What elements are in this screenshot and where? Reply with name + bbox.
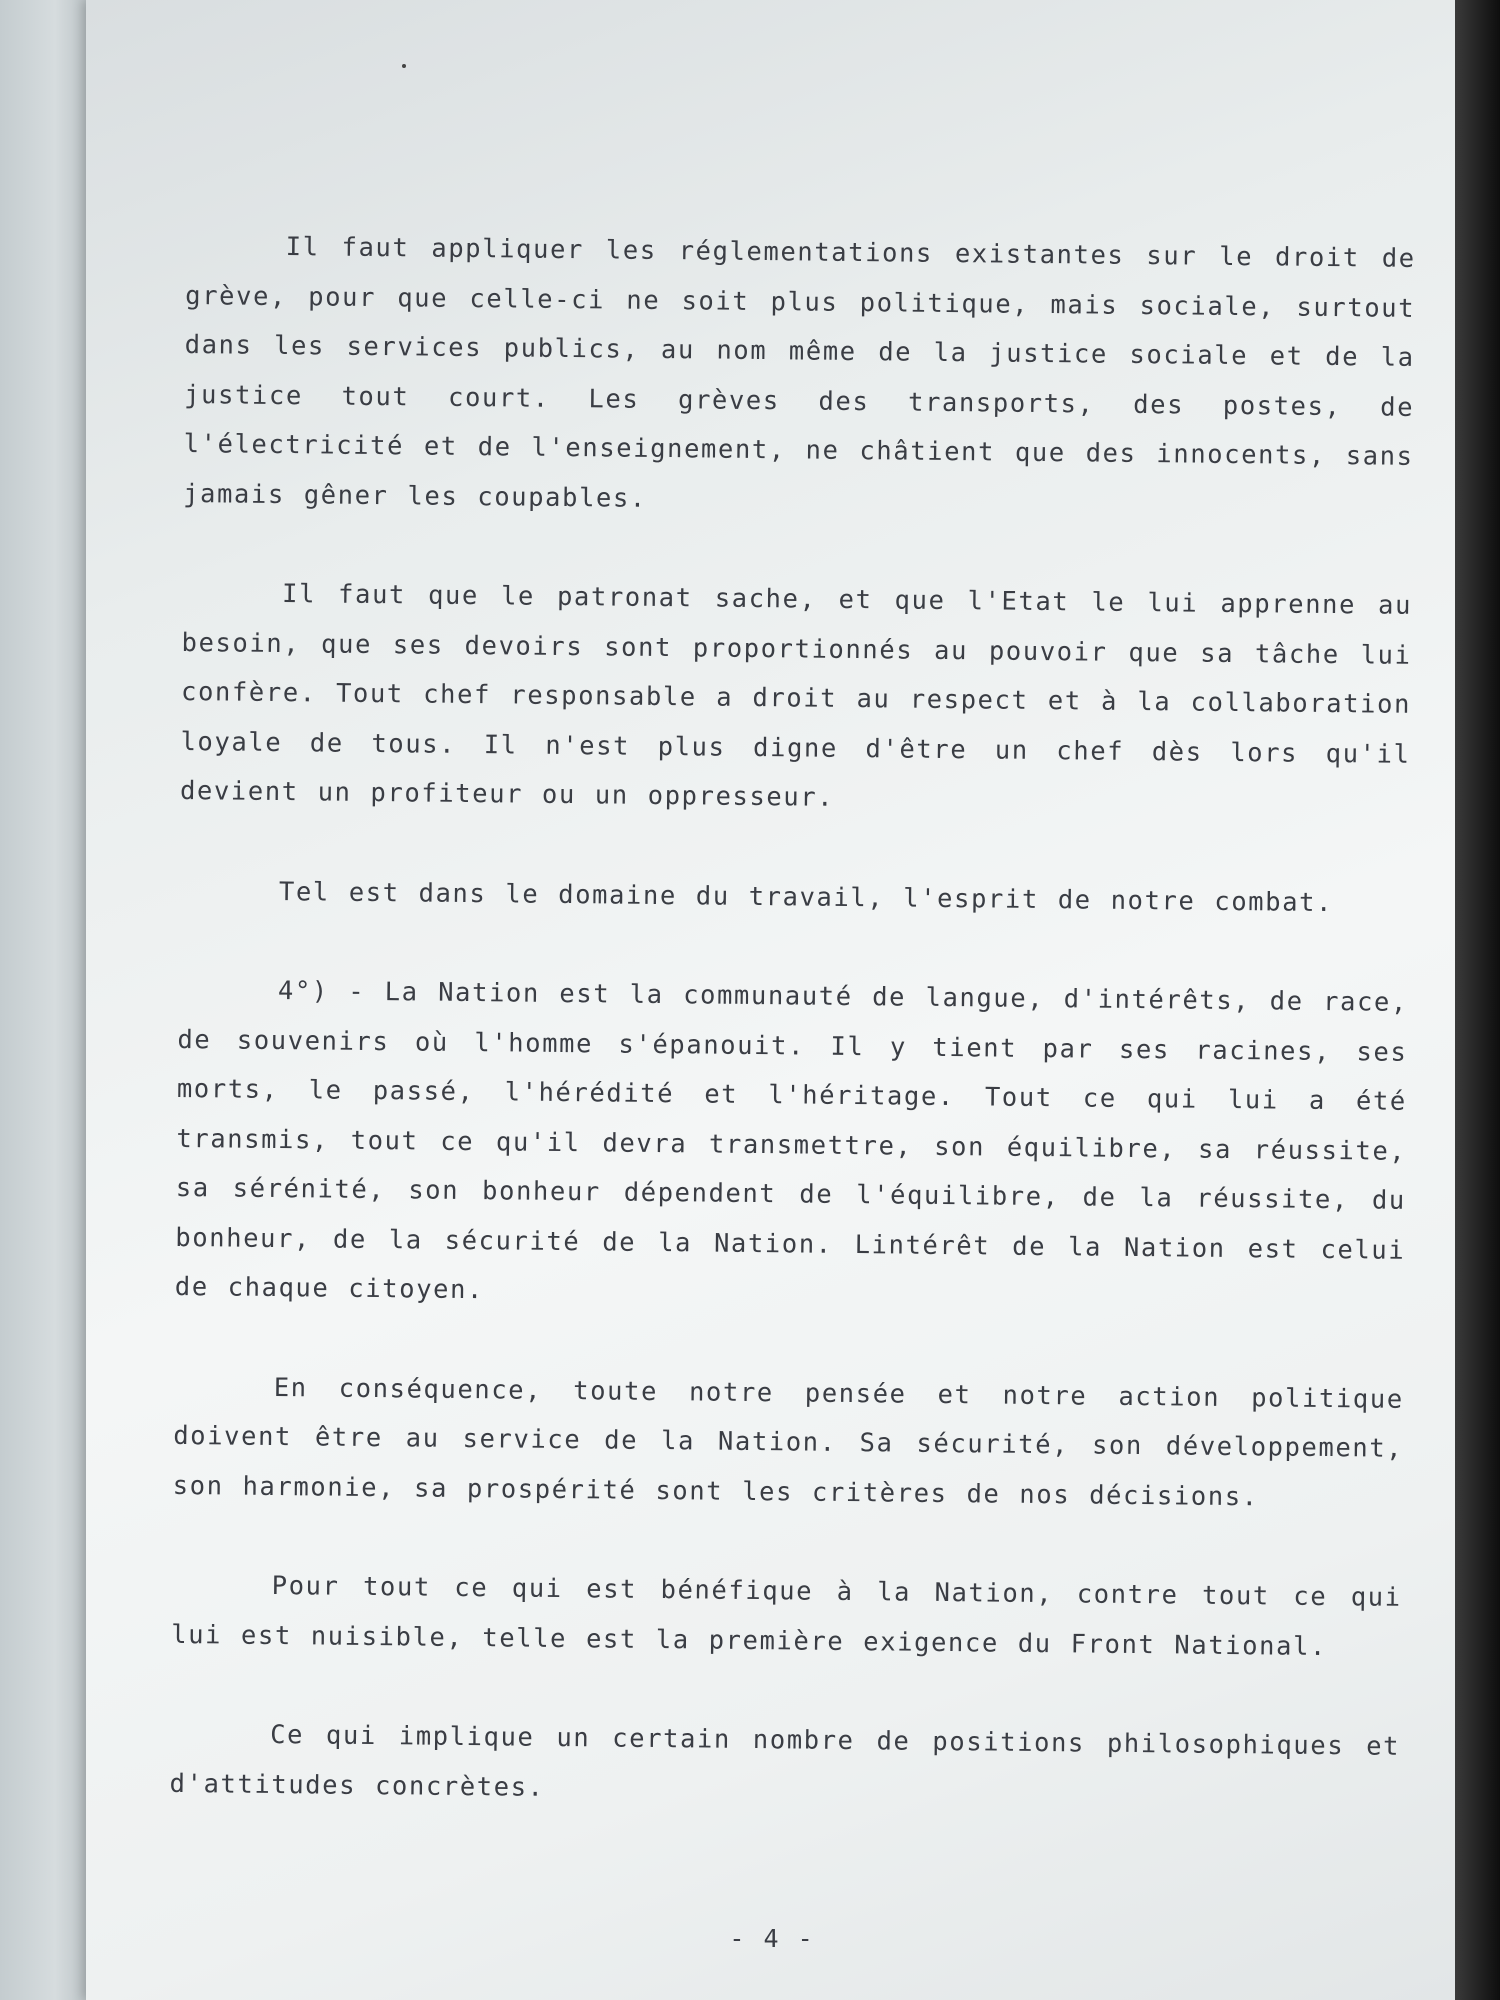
paragraph-employers-duties: Il faut que le patronat sache, et que l'Etat le lui apprenne au besoin, que ses devoirs sont proportionnés au pouvoir que sa tâche lui confère. Tout chef responsable a droit au respect et à la collaboration loyale de tous. Il n'est plus digne d'être un chef dès lors qu'il devient un profiteur ou un oppresseur. bbox=[179, 579, 1413, 813]
paragraph-labour-conclusion: Tel est dans le domaine du travail, l'esprit de notre combat. bbox=[278, 876, 1334, 918]
paper-speck bbox=[402, 64, 406, 68]
paragraph-consequence: En conséquence, toute notre pensée et notre action politique doivent être au service de la Nation. Sa sécurité, son développement, son harmonie, sa prospérité sont les critères de nos décisions. bbox=[172, 1372, 1404, 1512]
document-page bbox=[86, 0, 1458, 2000]
body-text bbox=[169, 222, 1416, 1872]
paragraph-positions: Ce qui implique un certain nombre de positions philosophiques et d'attitudes concrètes. bbox=[169, 1719, 1401, 1803]
adjacent-page-edge bbox=[0, 0, 92, 2000]
paragraph-front-national-demand: Pour tout ce qui est bénéfique à la Nation, contre tout ce qui lui est nuisible, telle est la première exigence du Front National. bbox=[171, 1570, 1402, 1662]
page-number: - 4 - bbox=[729, 1924, 815, 1953]
paragraph-nation-definition: 4°) - La Nation est la communauté de langue, d'intérêts, de race, de souvenirs où l'homme s'épanouit. Il y tient par ses racines, ses morts, le passé, l'hérédité et l'héritage. Tout ce qui lui a été transmis, tout ce qu'il devra transmettre, son équilibre, sa réussite, sa sérénité, son bonheur dépendent de l'équilibre, de la réussite, du bonheur, de la sécurité de la Nation. Lintérêt de la Nation est celui de chaque citoyen. bbox=[174, 976, 1409, 1306]
background-edge bbox=[1455, 0, 1500, 2000]
paragraph-strike-regulation: Il faut appliquer les réglementations existantes sur le droit de grève, pour que celle-ci ne soit plus politique, mais sociale, surtout dans les services publics, au nom même de la justice sociale et de la justice tout court. Les grèves des transports, des postes, de l'électricité et de l'enseignement, ne châtient que des innocents, sans jamais gêner les coupables. bbox=[182, 232, 1416, 514]
